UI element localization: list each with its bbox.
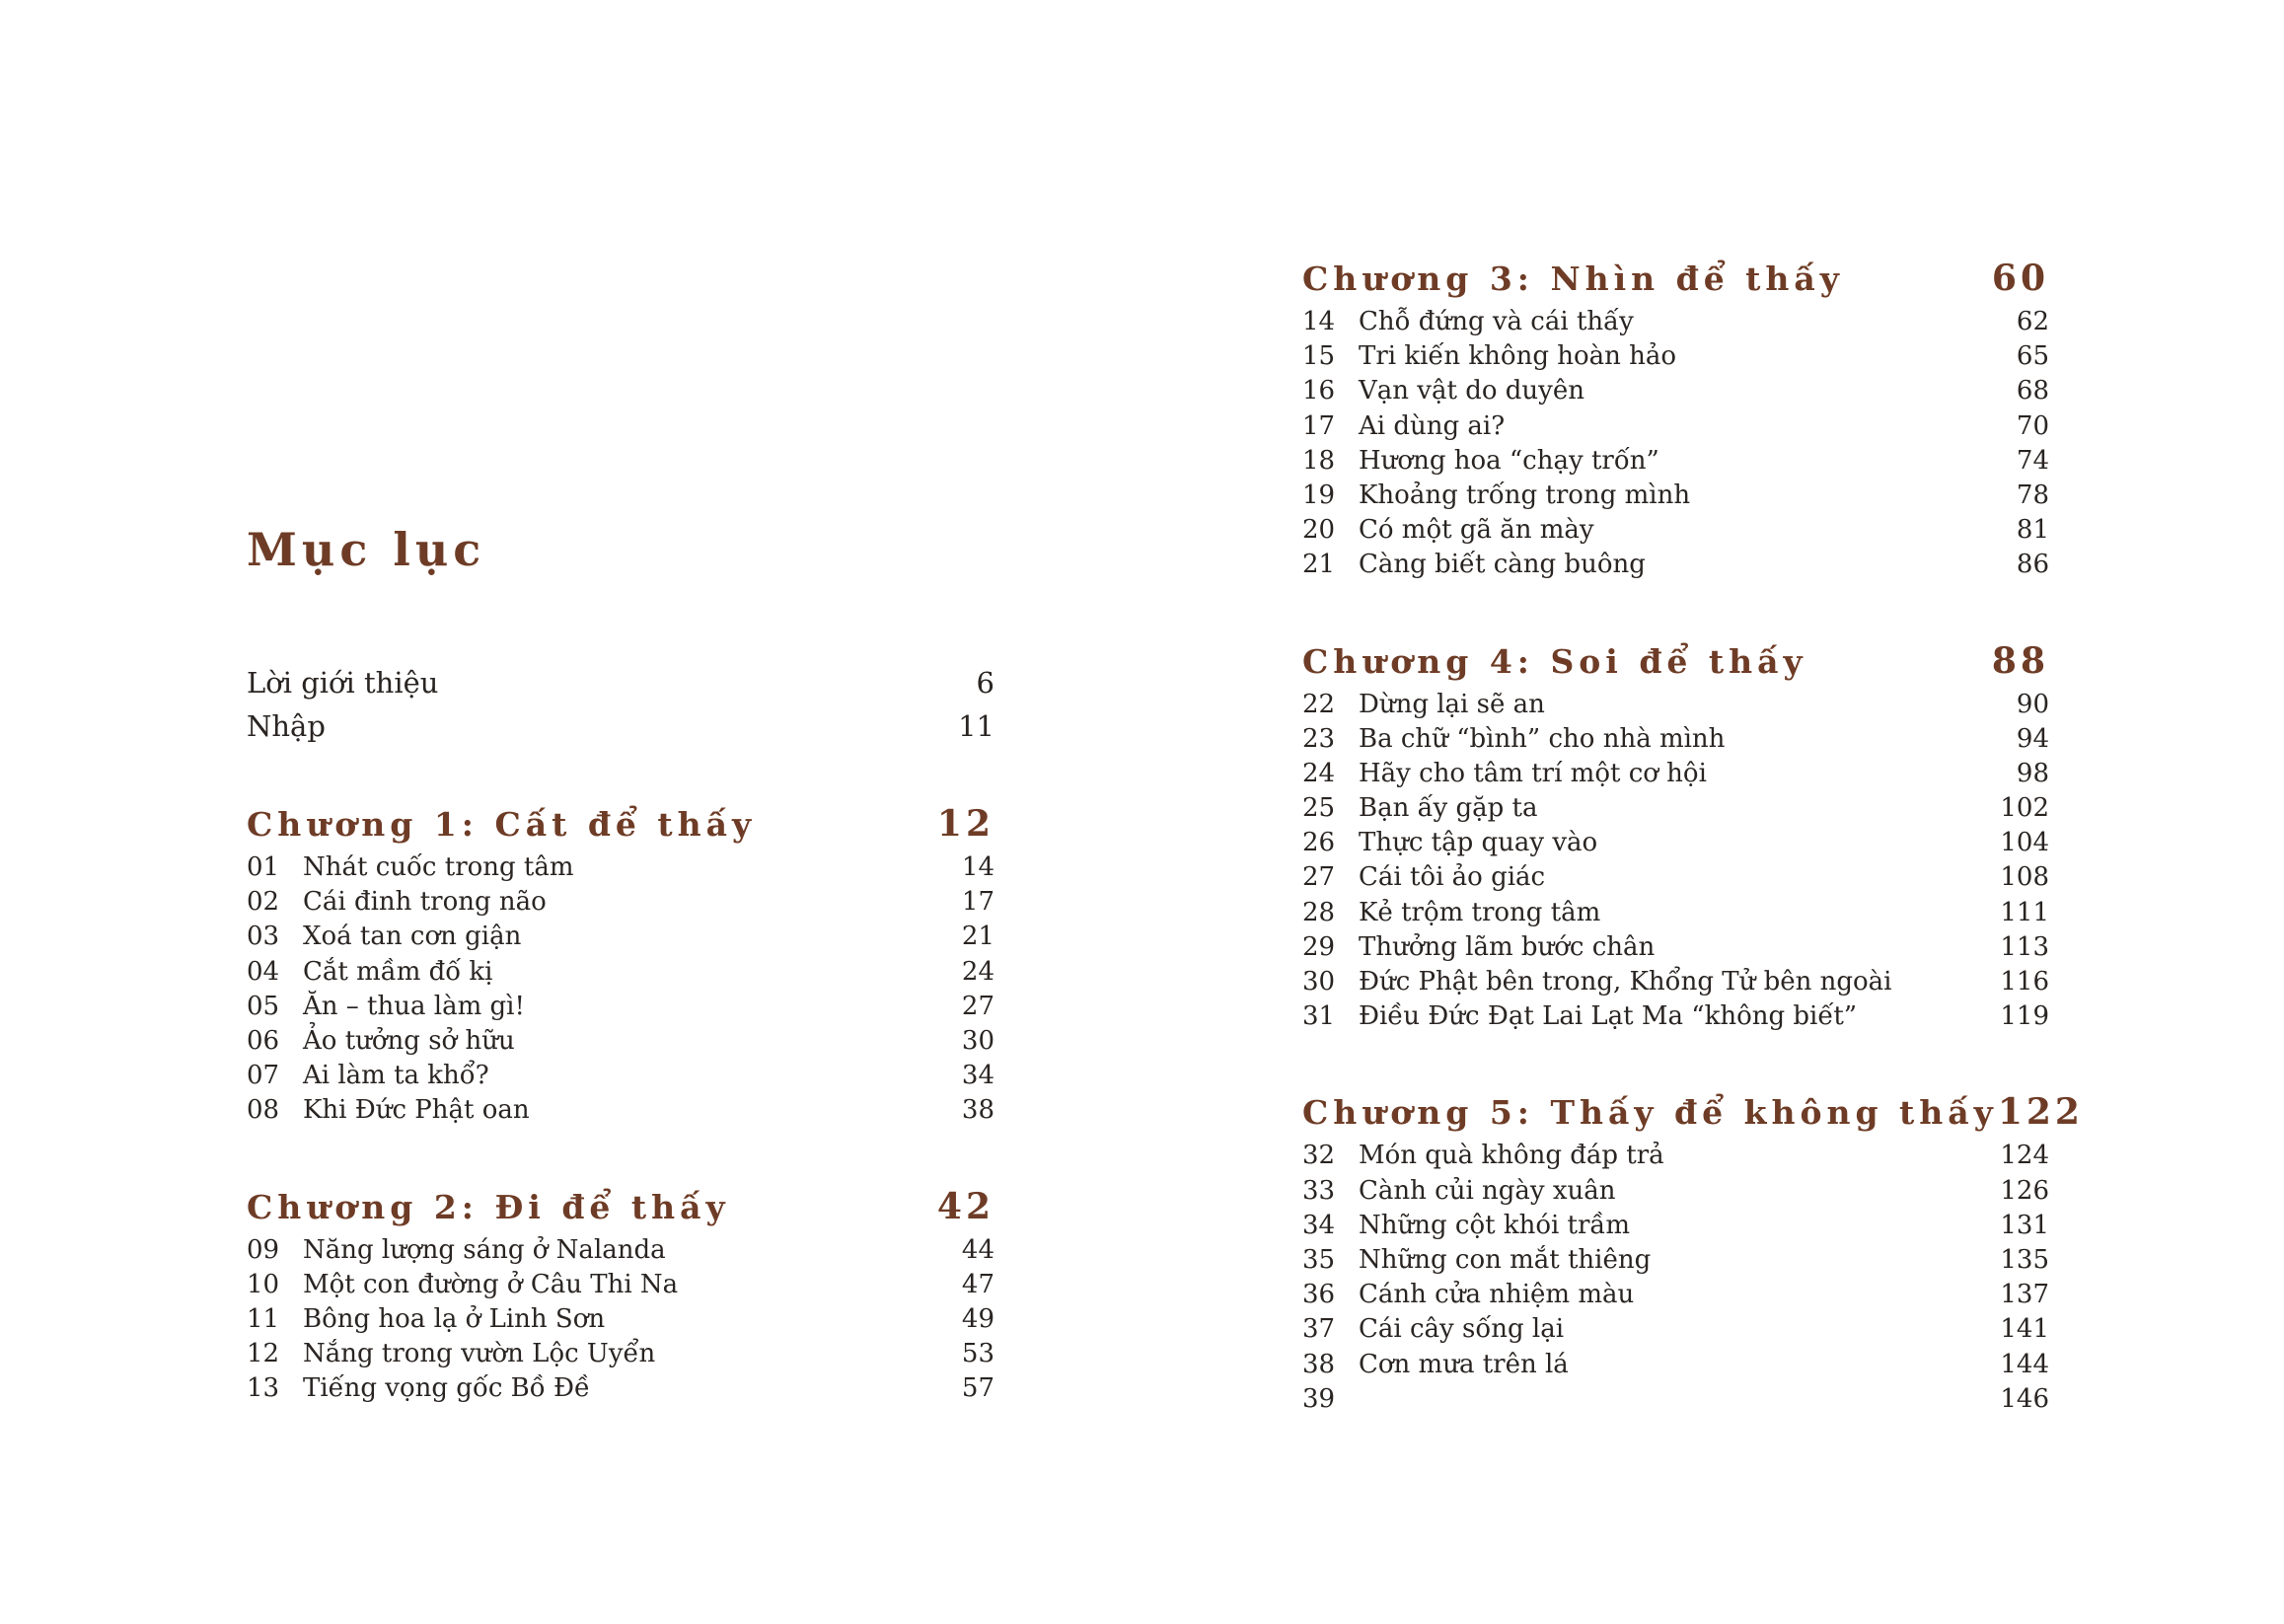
entry-number: 30	[1302, 967, 1336, 997]
entry-title: Khi Đức Phật oan	[303, 1095, 530, 1126]
entry-page-number: 104	[2000, 828, 2049, 858]
toc-entry[interactable]	[1302, 1382, 2049, 1417]
entry-page-number: 141	[2000, 1314, 2049, 1345]
toc-entry[interactable]	[1302, 444, 2049, 479]
entry-number: 19	[1302, 480, 1336, 510]
chapter-page-number: 12	[936, 803, 995, 845]
toc-entry[interactable]	[1302, 1278, 2049, 1312]
entry-number: 24	[1302, 758, 1336, 788]
entry-page-number: 27	[961, 991, 995, 1021]
entry-page-number: 24	[961, 956, 995, 987]
entry-number: 35	[1302, 1244, 1336, 1275]
entry-page-number: 14	[961, 852, 995, 882]
entry-number: 14	[1302, 307, 1336, 336]
entry-title: Có một gã ăn mày	[1359, 515, 1594, 546]
entry-number: 27	[1302, 862, 1336, 893]
toc-left-column	[247, 661, 995, 1457]
entry-page-number: 126	[2000, 1175, 2049, 1206]
toc-entry[interactable]	[247, 1337, 995, 1371]
entry-title: Cành củi ngày xuân	[1359, 1175, 1616, 1206]
entry-number: 31	[1302, 1001, 1336, 1032]
entry-title: Cái cây sống lại	[1359, 1314, 1565, 1345]
entry-title: Ai làm ta khổ?	[303, 1061, 489, 1091]
intro-entry[interactable]	[247, 704, 995, 748]
toc-entry[interactable]	[1302, 305, 2049, 339]
toc-entry[interactable]	[1302, 1348, 2049, 1382]
entry-number: 26	[1302, 828, 1336, 858]
intro-entry-title: Nhập	[247, 709, 326, 743]
entry-page-number: 44	[961, 1234, 995, 1265]
chapter-section	[1302, 1085, 2084, 1417]
entry-title: Điều Đức Đạt Lai Lạt Ma “không biết”	[1359, 1001, 1858, 1032]
entry-title: Ai dùng ai?	[1359, 410, 1506, 441]
entry-page-number: 49	[961, 1303, 995, 1334]
entry-number: 22	[1302, 689, 1336, 719]
entry-page-number: 113	[2000, 931, 2049, 962]
toc-entry[interactable]	[247, 955, 995, 990]
chapter-title: Chương 5: Thấy để không thấy	[1302, 1093, 1998, 1133]
entry-title: Đức Phật bên trong, Khổng Tử bên ngoài	[1359, 967, 1892, 997]
entry-number: 28	[1302, 897, 1336, 927]
entry-title: Tiếng vọng gốc Bồ Đề	[303, 1373, 590, 1404]
chapter-title: Chương 3: Nhìn để thấy	[1302, 259, 1844, 298]
entry-page-number: 38	[961, 1095, 995, 1126]
chapter-page-number: 42	[936, 1185, 995, 1227]
toc-entry[interactable]	[1302, 896, 2049, 930]
entry-title: Một con đường ở Câu Thi Na	[303, 1269, 679, 1299]
toc-entry[interactable]	[1302, 513, 2049, 548]
entry-page-number: 111	[2000, 897, 2049, 927]
entry-page-number: 86	[2016, 550, 2049, 580]
chapter-title: Chương 1: Cất để thấy	[247, 805, 757, 844]
toc-entry[interactable]	[1302, 479, 2049, 513]
entry-number: 33	[1302, 1175, 1336, 1206]
entry-page-number: 81	[2016, 515, 2049, 546]
entry-title: Tri kiến không hoàn hảo	[1359, 341, 1677, 372]
chapter-section	[1302, 634, 2049, 1035]
entry-number: 38	[1302, 1349, 1336, 1379]
entry-page-number: 90	[2016, 689, 2049, 719]
entry-number: 18	[1302, 445, 1336, 476]
entry-page-number: 131	[2000, 1210, 2049, 1240]
toc-entry[interactable]	[1302, 1174, 2049, 1209]
entry-number: 06	[247, 1025, 280, 1056]
entry-page-number: 68	[2016, 376, 2049, 406]
entry-title: Cánh cửa nhiệm màu	[1359, 1280, 1635, 1310]
entry-title: Bông hoa lạ ở Linh Sơn	[303, 1303, 606, 1334]
toc-entry[interactable]	[1302, 548, 2049, 582]
entry-number: 11	[247, 1303, 280, 1334]
entry-title: Cái đinh trong não	[303, 887, 547, 918]
entry-number: 13	[247, 1373, 280, 1404]
entry-page-number: 17	[961, 887, 995, 918]
entry-title: Thực tập quay vào	[1359, 828, 1598, 858]
entry-title: Những con mắt thiêng	[1359, 1244, 1652, 1275]
toc-entry[interactable]	[247, 990, 995, 1024]
chapter-heading[interactable]	[1302, 1085, 2084, 1139]
entry-number: 05	[247, 991, 280, 1021]
entry-number: 34	[1302, 1210, 1336, 1240]
entry-page-number: 34	[961, 1061, 995, 1091]
entry-page-number: 78	[2016, 480, 2049, 510]
toc-entry[interactable]	[247, 920, 995, 954]
chapter-section	[1302, 252, 2049, 583]
entry-page-number: 57	[961, 1373, 995, 1404]
entry-page-number: 137	[2000, 1280, 2049, 1310]
entry-number: 21	[1302, 550, 1336, 580]
chapter-section	[247, 1180, 995, 1407]
entry-page-number: 70	[2016, 410, 2049, 441]
chapter-heading[interactable]	[247, 1180, 995, 1233]
entry-number: 39	[1302, 1383, 1336, 1414]
toc-entry[interactable]	[1302, 965, 2049, 999]
entry-page-number: 144	[2000, 1349, 2049, 1379]
toc-entry[interactable]	[1302, 339, 2049, 374]
entry-page-number: 65	[2016, 341, 2049, 372]
entry-number: 23	[1302, 723, 1336, 754]
entry-title: Hãy cho tâm trí một cơ hội	[1359, 758, 1707, 788]
toc-entry[interactable]	[1302, 1139, 2049, 1173]
toc-entry[interactable]	[1302, 722, 2049, 757]
chapter-heading[interactable]	[1302, 252, 2049, 305]
entry-page-number: 47	[961, 1269, 995, 1299]
chapter-heading[interactable]	[247, 797, 995, 850]
entry-number: 37	[1302, 1314, 1336, 1345]
toc-entry[interactable]	[1302, 999, 2049, 1034]
entry-title: Những cột khói trầm	[1359, 1210, 1631, 1240]
intro-entry-page: 6	[976, 666, 995, 700]
entry-page-number: 116	[2000, 967, 2049, 997]
entry-title: Bạn ấy gặp ta	[1359, 793, 1538, 824]
entry-number: 03	[247, 922, 280, 952]
entry-number: 36	[1302, 1280, 1336, 1310]
entry-page-number: 53	[961, 1339, 995, 1369]
entry-title: Chỗ đứng và cái thấy	[1359, 307, 1634, 336]
entry-title: Hương hoa “chạy trốn”	[1359, 445, 1659, 476]
toc-right-column	[1302, 252, 2084, 1468]
entry-page-number: 94	[2016, 723, 2049, 754]
chapter-heading[interactable]	[1302, 634, 2049, 688]
entry-title: Món quà không đáp trả	[1359, 1141, 1664, 1171]
entry-title: Nhát cuốc trong tâm	[303, 852, 574, 882]
entry-page-number: 62	[2016, 307, 2049, 336]
toc-entry[interactable]	[247, 1302, 995, 1337]
chapter-page-number: 122	[1997, 1091, 2084, 1134]
toc-entry[interactable]	[247, 1093, 995, 1128]
chapter-title: Chương 2: Đi để thấy	[247, 1187, 730, 1226]
toc-entry[interactable]	[247, 1059, 995, 1093]
toc-entry[interactable]	[1302, 791, 2049, 826]
chapter-section	[247, 797, 995, 1129]
entry-title: Vạn vật do duyên	[1359, 376, 1584, 406]
entry-number: 08	[247, 1095, 280, 1126]
entry-page-number: 21	[961, 922, 995, 952]
entry-title: Cắt mầm đố kị	[303, 956, 493, 987]
entry-number: 02	[247, 887, 280, 918]
toc-entry[interactable]	[1302, 930, 2049, 965]
toc-entry[interactable]	[1302, 688, 2049, 722]
entry-number: 29	[1302, 931, 1336, 962]
chapter-page-number: 60	[1991, 258, 2049, 299]
entry-title: Dừng lại sẽ an	[1359, 689, 1545, 719]
entry-number: 25	[1302, 793, 1336, 824]
toc-entry[interactable]	[247, 850, 995, 885]
entry-number: 32	[1302, 1141, 1336, 1171]
entry-number: 12	[247, 1339, 280, 1369]
entry-title: Kẻ trộm trong tâm	[1359, 897, 1601, 927]
toc-entry[interactable]	[1302, 860, 2049, 895]
chapter-page-number: 88	[1991, 639, 2049, 682]
intro-entry-title: Lời giới thiệu	[247, 666, 439, 700]
toc-entry[interactable]	[1302, 1312, 2049, 1347]
intro-list	[247, 661, 995, 748]
toc-entry[interactable]	[247, 1268, 995, 1302]
entry-title: Càng biết càng buông	[1359, 550, 1646, 580]
page-title: Mục lục	[247, 523, 486, 576]
entry-title: Năng lượng sáng ở Nalanda	[303, 1234, 666, 1265]
chapter-title: Chương 4: Soi để thấy	[1302, 641, 1807, 681]
entry-number: 01	[247, 852, 280, 882]
entry-page-number: 30	[961, 1025, 995, 1056]
entry-page-number: 135	[2000, 1244, 2049, 1275]
entry-number: 09	[247, 1234, 280, 1265]
toc-entry[interactable]	[1302, 757, 2049, 791]
toc-entry[interactable]	[247, 1024, 995, 1059]
toc-entry[interactable]	[247, 1233, 995, 1268]
entry-title: Nắng trong vườn Lộc Uyển	[303, 1339, 656, 1369]
entry-number: 16	[1302, 376, 1336, 406]
toc-entry[interactable]	[247, 885, 995, 920]
toc-entry[interactable]	[1302, 374, 2049, 408]
entry-title: Thưởng lãm bước chân	[1359, 931, 1656, 962]
entry-page-number: 98	[2016, 758, 2049, 788]
entry-number: 17	[1302, 410, 1336, 441]
entry-page-number: 124	[2000, 1141, 2049, 1171]
entry-title: Ảo tưởng sở hữu	[303, 1025, 515, 1056]
intro-entry-page: 11	[958, 709, 995, 743]
entry-title: Cái tôi ảo giác	[1359, 862, 1546, 893]
entry-title: Ăn – thua làm gì!	[303, 991, 525, 1021]
entry-title: Ba chữ “bình” cho nhà mình	[1359, 723, 1726, 754]
toc-entry[interactable]	[1302, 1243, 2049, 1278]
toc-entry[interactable]	[1302, 826, 2049, 860]
entry-page-number: 146	[2000, 1383, 2049, 1414]
entry-title: Xoá tan cơn giận	[303, 922, 522, 952]
entry-number: 20	[1302, 515, 1336, 546]
entry-page-number: 102	[2000, 793, 2049, 824]
toc-entry[interactable]	[1302, 409, 2049, 444]
entry-number: 04	[247, 956, 280, 987]
toc-entry[interactable]	[1302, 1209, 2049, 1243]
intro-entry[interactable]	[247, 661, 995, 704]
entry-title: Khoảng trống trong mình	[1359, 480, 1691, 510]
entry-title: Cơn mưa trên lá	[1359, 1349, 1569, 1379]
entry-page-number: 119	[2000, 1001, 2049, 1032]
entry-number: 10	[247, 1269, 280, 1299]
entry-number: 15	[1302, 341, 1336, 372]
entry-page-number: 74	[2016, 445, 2049, 476]
toc-entry[interactable]	[247, 1371, 995, 1406]
entry-page-number: 108	[2000, 862, 2049, 893]
entry-number: 07	[247, 1061, 280, 1091]
